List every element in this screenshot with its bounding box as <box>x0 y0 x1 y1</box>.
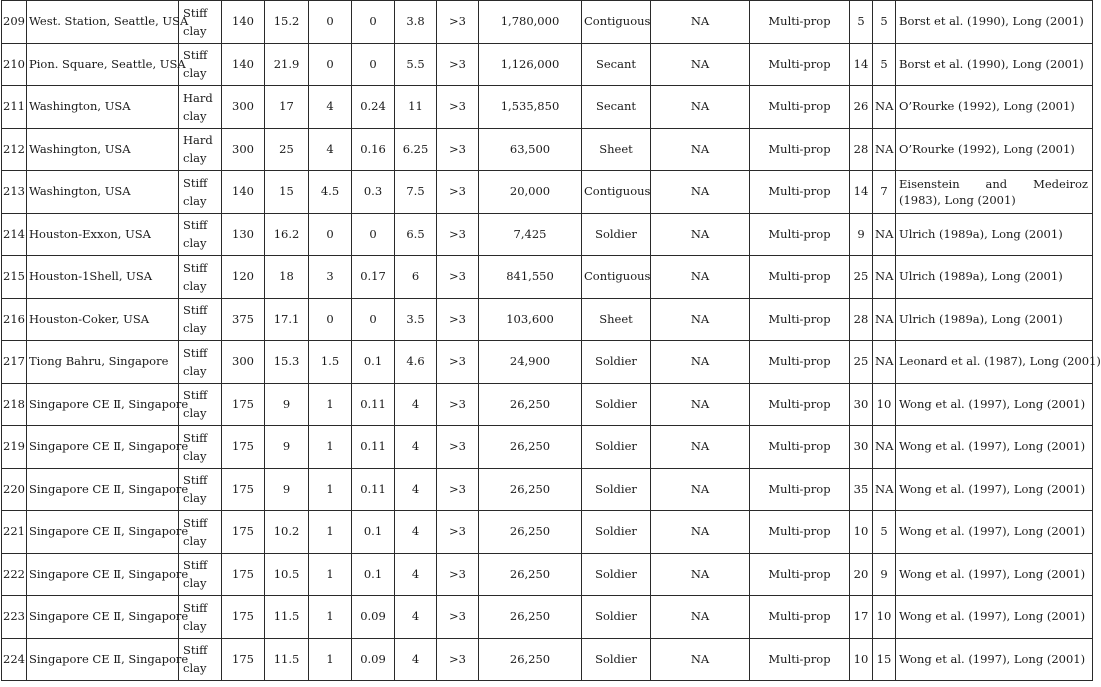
wall-type-cell: Sheet <box>582 298 651 341</box>
value-cell: 3 <box>309 256 352 299</box>
soil-type-cell: Stiff clay <box>179 426 222 469</box>
value-cell: 140 <box>222 1 265 44</box>
soil-type-cell: Hard clay <box>179 128 222 171</box>
site-name-cell: Singapore CE Ⅱ, Singapore <box>27 553 179 596</box>
reference-cell: O’Rourke (1992), Long (2001) <box>896 86 1093 129</box>
reference-cell: Eisenstein and Medeiroz (1983), Long (2001) <box>896 171 1093 214</box>
value-cell: >3 <box>437 213 479 256</box>
wall-type-cell: Soldier <box>582 553 651 596</box>
wall-type-cell: Secant <box>582 43 651 86</box>
soil-type-cell: Stiff clay <box>179 468 222 511</box>
value-cell: NA <box>873 128 896 171</box>
wall-type-cell: Soldier <box>582 383 651 426</box>
case-number-cell: 216 <box>2 298 27 341</box>
table-row <box>2 341 1093 384</box>
value-cell: 5 <box>850 1 873 44</box>
site-name-cell: Washington, USA <box>27 128 179 171</box>
value-cell: 30 <box>850 383 873 426</box>
support-type-cell: Multi-prop <box>750 128 850 171</box>
wall-stiffness-cell: 24,900 <box>479 341 582 384</box>
value-cell: 20 <box>850 553 873 596</box>
site-name-cell: Tiong Bahru, Singapore <box>27 341 179 384</box>
wall-type-cell: Sheet <box>582 128 651 171</box>
value-cell: 0.16 <box>352 128 395 171</box>
value-cell: 0.11 <box>352 426 395 469</box>
soil-type-cell: Stiff clay <box>179 213 222 256</box>
value-cell: 175 <box>222 468 265 511</box>
value-cell: 10 <box>850 638 873 681</box>
value-cell: 300 <box>222 86 265 129</box>
value-cell: 0 <box>352 213 395 256</box>
table-row <box>2 596 1093 639</box>
case-number-cell: 210 <box>2 43 27 86</box>
reference-cell: Ulrich (1989a), Long (2001) <box>896 256 1093 299</box>
value-cell: 3.5 <box>395 298 437 341</box>
value-cell: 26 <box>850 86 873 129</box>
site-name-cell: Houston-Coker, USA <box>27 298 179 341</box>
value-cell: >3 <box>437 86 479 129</box>
value-cell: 6.5 <box>395 213 437 256</box>
wall-type-cell: Soldier <box>582 511 651 554</box>
support-type-cell: Multi-prop <box>750 1 850 44</box>
value-cell: NA <box>873 213 896 256</box>
value-cell: 0.1 <box>352 553 395 596</box>
value-cell: NA <box>873 426 896 469</box>
value-cell: 25 <box>850 341 873 384</box>
value-cell: 4 <box>395 511 437 554</box>
case-number-cell: 224 <box>2 638 27 681</box>
case-number-cell: 223 <box>2 596 27 639</box>
value-cell: 175 <box>222 426 265 469</box>
value-cell: NA <box>651 341 750 384</box>
soil-type-cell: Stiff clay <box>179 553 222 596</box>
support-type-cell: Multi-prop <box>750 298 850 341</box>
value-cell: >3 <box>437 426 479 469</box>
value-cell: 120 <box>222 256 265 299</box>
value-cell: 5 <box>873 511 896 554</box>
value-cell: 6 <box>395 256 437 299</box>
value-cell: >3 <box>437 638 479 681</box>
table-body <box>2 1 1101 681</box>
value-cell: 0.17 <box>352 256 395 299</box>
value-cell: 0.24 <box>352 86 395 129</box>
value-cell: >3 <box>437 298 479 341</box>
case-number-cell: 211 <box>2 86 27 129</box>
reference-cell: O’Rourke (1992), Long (2001) <box>896 128 1093 171</box>
value-cell: 300 <box>222 128 265 171</box>
case-number-cell: 218 <box>2 383 27 426</box>
value-cell: 140 <box>222 171 265 214</box>
table-row <box>2 213 1093 256</box>
reference-cell: Wong et al. (1997), Long (2001) <box>896 426 1093 469</box>
soil-type-cell: Stiff clay <box>179 638 222 681</box>
value-cell: NA <box>651 1 750 44</box>
value-cell: 16.2 <box>265 213 309 256</box>
site-name-cell: Houston-Exxon, USA <box>27 213 179 256</box>
value-cell: 17 <box>850 596 873 639</box>
value-cell: 9 <box>265 426 309 469</box>
value-cell: NA <box>651 638 750 681</box>
value-cell: 1 <box>309 638 352 681</box>
table-row <box>2 638 1093 681</box>
value-cell: NA <box>873 468 896 511</box>
case-number-cell: 213 <box>2 171 27 214</box>
case-history-table <box>1 0 1101 681</box>
reference-cell: Ulrich (1989a), Long (2001) <box>896 298 1093 341</box>
table-row <box>2 468 1093 511</box>
value-cell: 6.25 <box>395 128 437 171</box>
table-row <box>2 383 1093 426</box>
reference-cell: Ulrich (1989a), Long (2001) <box>896 213 1093 256</box>
wall-stiffness-cell: 26,250 <box>479 426 582 469</box>
site-name-cell: Singapore CE Ⅱ, Singapore <box>27 426 179 469</box>
case-number-cell: 222 <box>2 553 27 596</box>
value-cell: 9 <box>265 383 309 426</box>
table-row <box>2 128 1093 171</box>
table-row <box>2 171 1093 214</box>
value-cell: >3 <box>437 553 479 596</box>
value-cell: >3 <box>437 511 479 554</box>
value-cell: 0.11 <box>352 383 395 426</box>
wall-type-cell: Soldier <box>582 468 651 511</box>
value-cell: 1 <box>309 553 352 596</box>
value-cell: 15 <box>265 171 309 214</box>
wall-type-cell: Soldier <box>582 426 651 469</box>
value-cell: NA <box>651 596 750 639</box>
support-type-cell: Multi-prop <box>750 171 850 214</box>
table-row <box>2 1 1093 44</box>
value-cell: 0.11 <box>352 468 395 511</box>
value-cell: 0 <box>352 1 395 44</box>
case-number-cell: 215 <box>2 256 27 299</box>
value-cell: 4 <box>395 468 437 511</box>
wall-stiffness-cell: 26,250 <box>479 511 582 554</box>
value-cell: 375 <box>222 298 265 341</box>
case-number-cell: 214 <box>2 213 27 256</box>
value-cell: NA <box>651 511 750 554</box>
value-cell: 0 <box>309 213 352 256</box>
value-cell: 4.5 <box>309 171 352 214</box>
table-row <box>2 553 1093 596</box>
value-cell: NA <box>651 256 750 299</box>
value-cell: 15 <box>873 638 896 681</box>
value-cell: 11.5 <box>265 596 309 639</box>
wall-stiffness-cell: 26,250 <box>479 468 582 511</box>
soil-type-cell: Hard clay <box>179 86 222 129</box>
reference-cell: Wong et al. (1997), Long (2001) <box>896 468 1093 511</box>
value-cell: 11 <box>395 86 437 129</box>
wall-stiffness-cell: 103,600 <box>479 298 582 341</box>
value-cell: 25 <box>850 256 873 299</box>
soil-type-cell: Stiff clay <box>179 383 222 426</box>
value-cell: 21.9 <box>265 43 309 86</box>
wall-type-cell: Secant <box>582 86 651 129</box>
value-cell: 1.5 <box>309 341 352 384</box>
support-type-cell: Multi-prop <box>750 511 850 554</box>
value-cell: >3 <box>437 256 479 299</box>
value-cell: 4 <box>395 426 437 469</box>
case-number-cell: 212 <box>2 128 27 171</box>
table-row <box>2 298 1093 341</box>
support-type-cell: Multi-prop <box>750 596 850 639</box>
support-type-cell: Multi-prop <box>750 256 850 299</box>
reference-cell: Borst et al. (1990), Long (2001) <box>896 1 1093 44</box>
value-cell: 175 <box>222 638 265 681</box>
support-type-cell: Multi-prop <box>750 638 850 681</box>
value-cell: 10.2 <box>265 511 309 554</box>
value-cell: NA <box>651 383 750 426</box>
site-name-cell: Washington, USA <box>27 171 179 214</box>
wall-stiffness-cell: 63,500 <box>479 128 582 171</box>
value-cell: 1 <box>309 511 352 554</box>
table-row <box>2 86 1093 129</box>
value-cell: 175 <box>222 553 265 596</box>
support-type-cell: Multi-prop <box>750 43 850 86</box>
wall-stiffness-cell: 7,425 <box>479 213 582 256</box>
value-cell: 10.5 <box>265 553 309 596</box>
value-cell: 4 <box>309 128 352 171</box>
value-cell: 300 <box>222 341 265 384</box>
wall-stiffness-cell: 20,000 <box>479 171 582 214</box>
value-cell: 0.09 <box>352 596 395 639</box>
value-cell: 10 <box>873 596 896 639</box>
value-cell: 0.1 <box>352 511 395 554</box>
value-cell: 1 <box>309 383 352 426</box>
case-number-cell: 221 <box>2 511 27 554</box>
value-cell: 14 <box>850 43 873 86</box>
value-cell: 3.8 <box>395 1 437 44</box>
value-cell: 175 <box>222 383 265 426</box>
value-cell: 11.5 <box>265 638 309 681</box>
value-cell: NA <box>873 86 896 129</box>
value-cell: 140 <box>222 43 265 86</box>
value-cell: 9 <box>265 468 309 511</box>
value-cell: >3 <box>437 383 479 426</box>
reference-cell: Wong et al. (1997), Long (2001) <box>896 383 1093 426</box>
value-cell: 4.6 <box>395 341 437 384</box>
soil-type-cell: Stiff clay <box>179 298 222 341</box>
value-cell: NA <box>651 43 750 86</box>
wall-type-cell: Soldier <box>582 596 651 639</box>
wall-type-cell: Contiguous <box>582 256 651 299</box>
table-row <box>2 511 1093 554</box>
value-cell: 4 <box>395 596 437 639</box>
table-row <box>2 426 1093 469</box>
reference-cell: Leonard et al. (1987), Long (2001) <box>896 341 1093 384</box>
soil-type-cell: Stiff clay <box>179 511 222 554</box>
reference-cell: Wong et al. (1997), Long (2001) <box>896 638 1093 681</box>
value-cell: 4 <box>395 638 437 681</box>
case-number-cell: 209 <box>2 1 27 44</box>
site-name-cell: Singapore CE Ⅱ, Singapore <box>27 638 179 681</box>
soil-type-cell: Stiff clay <box>179 43 222 86</box>
wall-stiffness-cell: 26,250 <box>479 553 582 596</box>
value-cell: 0 <box>309 1 352 44</box>
support-type-cell: Multi-prop <box>750 213 850 256</box>
value-cell: NA <box>651 298 750 341</box>
value-cell: 130 <box>222 213 265 256</box>
value-cell: 0 <box>309 43 352 86</box>
wall-type-cell: Contiguous <box>582 1 651 44</box>
value-cell: 17.1 <box>265 298 309 341</box>
value-cell: 4 <box>395 383 437 426</box>
case-number-cell: 219 <box>2 426 27 469</box>
value-cell: 5 <box>873 1 896 44</box>
support-type-cell: Multi-prop <box>750 341 850 384</box>
soil-type-cell: Stiff clay <box>179 256 222 299</box>
wall-stiffness-cell: 841,550 <box>479 256 582 299</box>
value-cell: 9 <box>850 213 873 256</box>
value-cell: NA <box>651 468 750 511</box>
value-cell: 0.09 <box>352 638 395 681</box>
value-cell: >3 <box>437 596 479 639</box>
wall-stiffness-cell: 26,250 <box>479 638 582 681</box>
value-cell: 17 <box>265 86 309 129</box>
wall-stiffness-cell: 26,250 <box>479 596 582 639</box>
value-cell: 0 <box>352 298 395 341</box>
support-type-cell: Multi-prop <box>750 383 850 426</box>
soil-type-cell: Stiff clay <box>179 596 222 639</box>
value-cell: 30 <box>850 426 873 469</box>
value-cell: 5 <box>873 43 896 86</box>
soil-type-cell: Stiff clay <box>179 171 222 214</box>
value-cell: 35 <box>850 468 873 511</box>
wall-stiffness-cell: 1,126,000 <box>479 43 582 86</box>
value-cell: 28 <box>850 128 873 171</box>
value-cell: 1 <box>309 468 352 511</box>
site-name-cell: Singapore CE Ⅱ, Singapore <box>27 511 179 554</box>
site-name-cell: Washington, USA <box>27 86 179 129</box>
value-cell: 175 <box>222 511 265 554</box>
case-number-cell: 220 <box>2 468 27 511</box>
value-cell: 10 <box>873 383 896 426</box>
value-cell: 0.1 <box>352 341 395 384</box>
support-type-cell: Multi-prop <box>750 468 850 511</box>
value-cell: >3 <box>437 43 479 86</box>
value-cell: >3 <box>437 128 479 171</box>
value-cell: 7.5 <box>395 171 437 214</box>
wall-type-cell: Soldier <box>582 638 651 681</box>
site-name-cell: West. Station, Seattle, USA <box>27 1 179 44</box>
value-cell: 4 <box>395 553 437 596</box>
reference-cell: Wong et al. (1997), Long (2001) <box>896 511 1093 554</box>
value-cell: >3 <box>437 1 479 44</box>
table-row <box>2 256 1093 299</box>
value-cell: 175 <box>222 596 265 639</box>
wall-type-cell: Soldier <box>582 341 651 384</box>
value-cell: 1 <box>309 596 352 639</box>
value-cell: NA <box>873 341 896 384</box>
wall-stiffness-cell: 1,535,850 <box>479 86 582 129</box>
value-cell: NA <box>651 171 750 214</box>
value-cell: 10 <box>850 511 873 554</box>
wall-type-cell: Contiguous <box>582 171 651 214</box>
value-cell: 25 <box>265 128 309 171</box>
value-cell: NA <box>651 86 750 129</box>
value-cell: 18 <box>265 256 309 299</box>
support-type-cell: Multi-prop <box>750 553 850 596</box>
value-cell: 14 <box>850 171 873 214</box>
value-cell: 0.3 <box>352 171 395 214</box>
value-cell: NA <box>651 426 750 469</box>
support-type-cell: Multi-prop <box>750 86 850 129</box>
wall-stiffness-cell: 1,780,000 <box>479 1 582 44</box>
value-cell: 4 <box>309 86 352 129</box>
soil-type-cell: Stiff clay <box>179 341 222 384</box>
value-cell: 28 <box>850 298 873 341</box>
value-cell: 9 <box>873 553 896 596</box>
reference-cell: Wong et al. (1997), Long (2001) <box>896 553 1093 596</box>
site-name-cell: Singapore CE Ⅱ, Singapore <box>27 468 179 511</box>
soil-type-cell: Stiff clay <box>179 1 222 44</box>
value-cell: 15.3 <box>265 341 309 384</box>
site-name-cell: Pion. Square, Seattle, USA <box>27 43 179 86</box>
support-type-cell: Multi-prop <box>750 426 850 469</box>
value-cell: >3 <box>437 341 479 384</box>
site-name-cell: Singapore CE Ⅱ, Singapore <box>27 596 179 639</box>
value-cell: 0 <box>309 298 352 341</box>
value-cell: 5.5 <box>395 43 437 86</box>
value-cell: >3 <box>437 171 479 214</box>
reference-cell: Wong et al. (1997), Long (2001) <box>896 596 1093 639</box>
value-cell: NA <box>651 553 750 596</box>
value-cell: 1 <box>309 426 352 469</box>
value-cell: >3 <box>437 468 479 511</box>
value-cell: NA <box>651 128 750 171</box>
table-row <box>2 43 1093 86</box>
value-cell: NA <box>873 298 896 341</box>
site-name-cell: Singapore CE Ⅱ, Singapore <box>27 383 179 426</box>
case-number-cell: 217 <box>2 341 27 384</box>
wall-stiffness-cell: 26,250 <box>479 383 582 426</box>
value-cell: 7 <box>873 171 896 214</box>
value-cell: 15.2 <box>265 1 309 44</box>
value-cell: NA <box>651 213 750 256</box>
wall-type-cell: Soldier <box>582 213 651 256</box>
site-name-cell: Houston-1Shell, USA <box>27 256 179 299</box>
value-cell: 0 <box>352 43 395 86</box>
value-cell: NA <box>873 256 896 299</box>
reference-cell: Borst et al. (1990), Long (2001) <box>896 43 1093 86</box>
